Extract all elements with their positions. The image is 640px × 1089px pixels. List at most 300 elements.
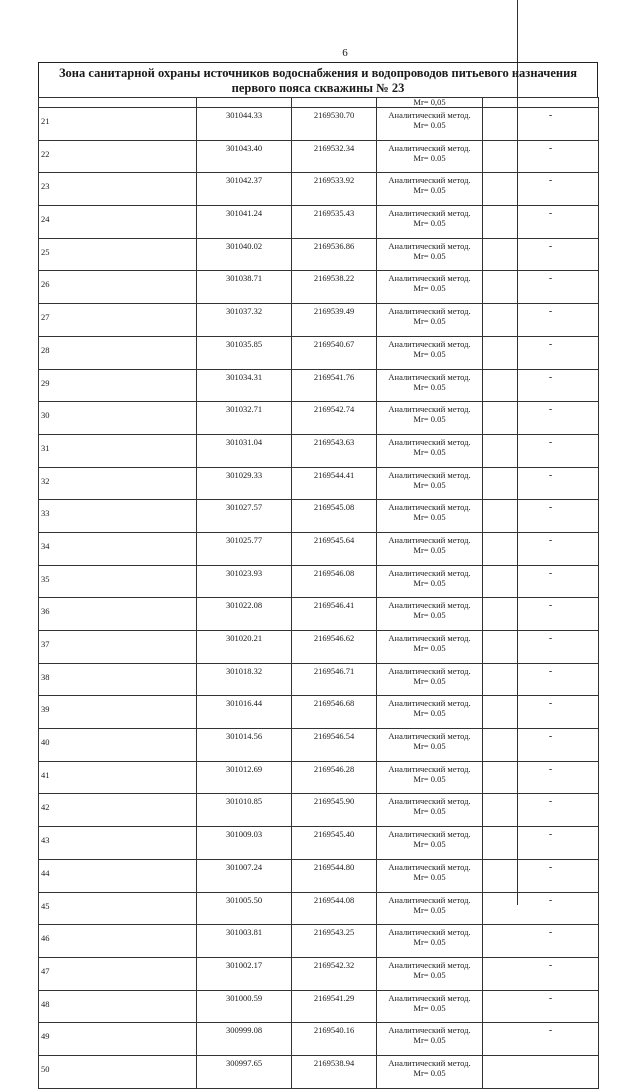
table-row [39, 108, 599, 141]
description-cell [483, 794, 599, 827]
table-row [39, 892, 599, 925]
x-coordinate-cell [197, 957, 292, 990]
method-text: Аналитический метод. [388, 927, 471, 938]
y-coordinate: 2169545.64 [313, 534, 355, 545]
method-cell [377, 565, 483, 598]
y-coordinate-cell [292, 761, 377, 794]
accuracy-text: Мr= 0.05 [413, 218, 446, 229]
accuracy-text: Мr= 0.05 [413, 1035, 446, 1046]
method-cell [377, 140, 483, 173]
method-text: Аналитический метод. [388, 829, 471, 840]
x-coordinate: 301029.33 [225, 469, 263, 480]
table-row [39, 532, 599, 565]
y-coordinate: 2169543.25 [313, 927, 355, 938]
dash-mark: - [548, 469, 553, 481]
cont-cell-dash [483, 98, 599, 108]
x-coordinate: 300997.65 [225, 1057, 263, 1068]
method-cell [377, 336, 483, 369]
point-number: 44 [39, 859, 197, 892]
dash-mark: - [548, 927, 553, 939]
point-number: 45 [39, 892, 197, 925]
description-cell [483, 696, 599, 729]
x-coordinate: 301040.02 [225, 240, 263, 251]
method-text: Аналитический метод. [388, 665, 471, 676]
y-coordinate-cell [292, 696, 377, 729]
method-text: Аналитический метод. [388, 371, 471, 382]
table-row [39, 1055, 599, 1088]
dash-mark: - [548, 894, 553, 906]
method-cell [377, 663, 483, 696]
y-coordinate: 2169546.54 [313, 731, 355, 742]
x-coordinate: 301016.44 [225, 698, 263, 709]
accuracy-text: Мr= 0.05 [413, 839, 446, 850]
y-coordinate-cell [292, 1055, 377, 1088]
y-coordinate: 2169546.71 [313, 665, 355, 676]
y-coordinate: 2169545.40 [313, 829, 355, 840]
x-coordinate: 301002.17 [225, 959, 263, 970]
method-text: Аналитический метод. [388, 861, 471, 872]
accuracy-text: Мr= 0.05 [413, 185, 446, 196]
x-coordinate: 301020.21 [225, 633, 263, 643]
description-cell [483, 761, 599, 794]
x-coordinate: 301000.59 [225, 992, 263, 1003]
table-row [39, 925, 599, 958]
y-coordinate: 2169533.92 [313, 175, 355, 186]
cont-cell-x [197, 98, 292, 108]
y-coordinate: 2169541.76 [313, 371, 355, 382]
dash-mark: - [548, 796, 553, 808]
y-coordinate: 2169545.08 [313, 502, 355, 513]
x-coordinate-cell [197, 565, 292, 598]
table-row [39, 729, 599, 762]
y-coordinate: 2169535.43 [313, 208, 355, 219]
point-number: 25 [39, 238, 197, 271]
description-cell [483, 108, 599, 141]
method-cell [377, 598, 483, 631]
table-row [39, 140, 599, 173]
x-coordinate-cell [197, 663, 292, 696]
x-coordinate: 301044.33 [225, 110, 263, 120]
title-line-2: первого пояса скважины № 23 [231, 81, 405, 95]
x-coordinate: 301031.04 [225, 436, 263, 447]
point-number: 36 [39, 598, 197, 631]
method-cell [377, 827, 483, 860]
table-row [39, 434, 599, 467]
method-text: Аналитический метод. [388, 894, 471, 905]
method-cell [377, 1055, 483, 1088]
accuracy-text: Мr= 0.05 [413, 937, 446, 948]
point-number: 40 [39, 729, 197, 762]
accuracy-text: Мr= 0.05 [413, 512, 446, 523]
method-cell [377, 859, 483, 892]
x-coordinate: 301027.57 [225, 502, 263, 513]
y-coordinate: 2169541.29 [313, 992, 355, 1003]
x-coordinate: 301018.32 [225, 665, 263, 676]
y-coordinate-cell [292, 598, 377, 631]
dash-mark: - [548, 371, 553, 383]
dash-mark: - [548, 959, 553, 971]
x-coordinate: 301014.56 [225, 731, 263, 742]
table-row [39, 238, 599, 271]
accuracy-text: Мr= 0.05 [413, 871, 446, 882]
accuracy-text: Мr= 0.05 [413, 152, 446, 163]
dash-mark: - [548, 567, 553, 579]
method-cell [377, 892, 483, 925]
x-coordinate: 301034.31 [225, 371, 263, 382]
y-coordinate-cell [292, 402, 377, 435]
method-text: Аналитический метод. [388, 633, 471, 643]
method-text: Аналитический метод. [388, 534, 471, 545]
x-coordinate: 301042.37 [225, 175, 263, 186]
y-coordinate-cell [292, 663, 377, 696]
method-text: Аналитический метод. [388, 567, 471, 578]
point-number: 32 [39, 467, 197, 500]
table-row [39, 304, 599, 337]
dash-mark [483, 1056, 598, 1059]
y-coordinate: 2169539.49 [313, 306, 355, 317]
y-coordinate: 2169542.74 [313, 404, 355, 415]
method-text: Аналитический метод. [388, 175, 471, 186]
dash-mark: - [548, 175, 553, 187]
table-row [39, 271, 599, 304]
y-coordinate-cell [292, 794, 377, 827]
description-cell [483, 500, 599, 533]
method-text: Аналитический метод. [388, 698, 471, 709]
x-coordinate: 301038.71 [225, 273, 263, 284]
description-cell [483, 140, 599, 173]
x-coordinate-cell [197, 238, 292, 271]
description-cell [483, 238, 599, 271]
accuracy-text: Мr= 0.05 [413, 120, 446, 130]
point-number: 49 [39, 1023, 197, 1056]
table-row [39, 173, 599, 206]
description-cell [483, 271, 599, 304]
y-coordinate-cell [292, 892, 377, 925]
x-coordinate-cell [197, 925, 292, 958]
x-coordinate: 301041.24 [225, 208, 263, 219]
point-number: 46 [39, 925, 197, 958]
y-coordinate: 2169544.80 [313, 861, 355, 872]
point-number: 29 [39, 369, 197, 402]
method-text: Аналитический метод. [388, 110, 471, 120]
y-coordinate-cell [292, 729, 377, 762]
x-coordinate: 301037.32 [225, 306, 263, 317]
point-number: 28 [39, 336, 197, 369]
method-text: Аналитический метод. [388, 306, 471, 317]
table-row [39, 598, 599, 631]
x-coordinate-cell [197, 206, 292, 239]
table-row [39, 500, 599, 533]
table-row [39, 336, 599, 369]
point-number: 43 [39, 827, 197, 860]
point-number: 27 [39, 304, 197, 337]
method-text: Аналитический метод. [388, 240, 471, 251]
continuation-row [39, 98, 599, 108]
accuracy-text: Мr= 0.05 [413, 643, 446, 653]
y-coordinate: 2169545.90 [313, 796, 355, 807]
y-coordinate: 2169540.16 [313, 1025, 355, 1036]
y-coordinate-cell [292, 173, 377, 206]
point-number: 31 [39, 434, 197, 467]
accuracy-text: Мr= 0.05 [413, 479, 446, 490]
x-coordinate: 301007.24 [225, 861, 263, 872]
table-row [39, 827, 599, 860]
accuracy-text: Мr= 0.05 [413, 1067, 446, 1078]
description-cell [483, 304, 599, 337]
method-text: Аналитический метод. [388, 992, 471, 1003]
description-cell [483, 1055, 599, 1088]
table-row [39, 206, 599, 239]
x-coordinate: 301022.08 [225, 600, 263, 611]
table-row [39, 957, 599, 990]
x-coordinate-cell [197, 990, 292, 1023]
x-coordinate: 301035.85 [225, 338, 263, 349]
accuracy-text: Мr= 0.05 [413, 675, 446, 686]
x-coordinate-cell [197, 304, 292, 337]
x-coordinate-cell [197, 434, 292, 467]
x-coordinate-cell [197, 794, 292, 827]
description-cell [483, 957, 599, 990]
cont-cell-num [39, 98, 197, 108]
x-coordinate-cell [197, 1055, 292, 1088]
point-number: 22 [39, 140, 197, 173]
y-coordinate-cell [292, 467, 377, 500]
x-coordinate-cell [197, 761, 292, 794]
point-number: 33 [39, 500, 197, 533]
description-cell [483, 631, 599, 664]
y-coordinate-cell [292, 565, 377, 598]
table-row [39, 565, 599, 598]
description-cell [483, 402, 599, 435]
accuracy-text: Мr= 0.05 [413, 741, 446, 752]
table-row [39, 663, 599, 696]
point-number: 24 [39, 206, 197, 239]
dash-mark: - [548, 306, 553, 318]
method-text: Аналитический метод. [388, 731, 471, 742]
table-row [39, 990, 599, 1023]
y-coordinate-cell [292, 827, 377, 860]
x-coordinate-cell [197, 108, 292, 141]
dash-mark: - [548, 1025, 553, 1037]
y-coordinate: 2169546.62 [313, 633, 355, 643]
method-text: Аналитический метод. [388, 763, 471, 774]
accuracy-text: Мr= 0.05 [413, 348, 446, 359]
x-coordinate-cell [197, 271, 292, 304]
page-number: 6 [342, 47, 348, 59]
method-cell [377, 271, 483, 304]
method-cell [377, 108, 483, 141]
dash-mark: - [548, 273, 553, 285]
method-cell [377, 206, 483, 239]
y-coordinate: 2169543.63 [313, 436, 355, 447]
y-coordinate-cell [292, 140, 377, 173]
y-coordinate: 2169538.22 [313, 273, 355, 284]
dash-mark: - [548, 829, 553, 841]
point-number: 48 [39, 990, 197, 1023]
point-number: 38 [39, 663, 197, 696]
x-coordinate: 301025.77 [225, 534, 263, 545]
method-cell [377, 402, 483, 435]
x-coordinate: 300999.08 [225, 1025, 263, 1036]
y-coordinate-cell [292, 271, 377, 304]
x-coordinate-cell [197, 336, 292, 369]
method-cell [377, 434, 483, 467]
y-coordinate: 2169530.70 [313, 110, 355, 120]
table-row [39, 1023, 599, 1056]
method-cell [377, 500, 483, 533]
point-number: 30 [39, 402, 197, 435]
y-coordinate-cell [292, 532, 377, 565]
y-coordinate: 2169536.86 [313, 240, 355, 251]
x-coordinate-cell [197, 859, 292, 892]
accuracy-text: Мr= 0.05 [413, 381, 446, 392]
dash-mark: - [548, 861, 553, 873]
point-number: 39 [39, 696, 197, 729]
y-coordinate: 2169544.08 [313, 894, 355, 905]
dash-mark: - [548, 142, 553, 154]
accuracy-text: Мr= 0.05 [413, 577, 446, 588]
accuracy-text: Мr= 0.05 [413, 610, 446, 621]
method-cell [377, 761, 483, 794]
point-number: 26 [39, 271, 197, 304]
title-line-1: Зона санитарной охраны источников водоснабжения и водопроводов питьевого назначения [58, 66, 578, 80]
x-coordinate: 301032.71 [225, 404, 263, 415]
method-cell [377, 794, 483, 827]
table-body [39, 98, 599, 1089]
description-cell [483, 598, 599, 631]
method-cell [377, 729, 483, 762]
description-cell [483, 859, 599, 892]
accuracy-text: Мr= 0.05 [413, 250, 446, 261]
dash-mark: - [548, 633, 553, 644]
y-coordinate-cell [292, 500, 377, 533]
x-coordinate-cell [197, 598, 292, 631]
method-text: Аналитический метод. [388, 469, 471, 480]
description-cell [483, 565, 599, 598]
accuracy-text: Мr= 0.05 [413, 316, 446, 327]
method-text: Аналитический метод. [388, 1025, 471, 1036]
description-cell [483, 467, 599, 500]
x-coordinate: 301010.85 [225, 796, 263, 807]
dash-mark: - [548, 110, 553, 121]
dash-mark: - [548, 665, 553, 677]
point-number: 35 [39, 565, 197, 598]
y-coordinate: 2169544.41 [313, 469, 355, 480]
method-text: Аналитический метод. [388, 502, 471, 513]
method-cell [377, 238, 483, 271]
dash-mark: - [548, 731, 553, 743]
method-text: Аналитический метод. [388, 436, 471, 447]
method-text: Аналитический метод. [388, 1057, 471, 1068]
description-cell [483, 990, 599, 1023]
y-coordinate: 2169538.94 [313, 1057, 355, 1068]
description-cell [483, 1023, 599, 1056]
x-coordinate-cell [197, 696, 292, 729]
x-coordinate-cell [197, 532, 292, 565]
x-coordinate-cell [197, 402, 292, 435]
y-coordinate: 2169540.67 [313, 338, 355, 349]
x-coordinate-cell [197, 173, 292, 206]
accuracy-text: Мr= 0.05 [413, 969, 446, 980]
method-text: Аналитический метод. [388, 338, 471, 349]
method-cell [377, 369, 483, 402]
accuracy-text: Мr= 0.05 [413, 544, 446, 555]
dash-mark: - [548, 338, 553, 350]
method-cell [377, 696, 483, 729]
method-text: Аналитический метод. [388, 208, 471, 219]
y-coordinate-cell [292, 336, 377, 369]
accuracy-text: Мr= 0.05 [413, 806, 446, 817]
x-coordinate-cell [197, 631, 292, 664]
y-coordinate-cell [292, 957, 377, 990]
description-cell [483, 336, 599, 369]
table-title [38, 62, 598, 97]
accuracy-text: Мr= 0.05 [413, 773, 446, 784]
point-number: 21 [39, 108, 197, 141]
x-coordinate-cell [197, 369, 292, 402]
x-coordinate-cell [197, 1023, 292, 1056]
x-coordinate: 301043.40 [225, 142, 263, 153]
y-coordinate-cell [292, 304, 377, 337]
y-coordinate: 2169546.08 [313, 567, 355, 578]
x-coordinate-cell [197, 500, 292, 533]
y-coordinate: 2169546.68 [313, 698, 355, 709]
x-coordinate: 301005.50 [225, 894, 263, 905]
document-body [38, 62, 598, 1089]
description-cell [483, 663, 599, 696]
method-text: Аналитический метод. [388, 142, 471, 153]
method-text: Аналитический метод. [388, 796, 471, 807]
point-number: 34 [39, 532, 197, 565]
dash-mark: - [548, 436, 553, 448]
x-coordinate-cell [197, 827, 292, 860]
method-text: Аналитический метод. [388, 959, 471, 970]
x-coordinate-cell [197, 729, 292, 762]
x-coordinate: 301023.93 [225, 567, 263, 578]
method-cell [377, 957, 483, 990]
description-cell [483, 925, 599, 958]
table-row [39, 631, 599, 664]
method-text: Аналитический метод. [388, 404, 471, 415]
y-coordinate-cell [292, 1023, 377, 1056]
method-cell [377, 304, 483, 337]
description-cell [483, 532, 599, 565]
x-coordinate: 301009.03 [225, 829, 263, 840]
description-cell [483, 369, 599, 402]
table-row [39, 859, 599, 892]
dash-mark: - [548, 534, 553, 546]
coordinates-table [38, 97, 599, 1089]
y-coordinate-cell [292, 631, 377, 664]
table-row [39, 794, 599, 827]
table-row [39, 467, 599, 500]
y-coordinate: 2169546.41 [313, 600, 355, 611]
method-cell [377, 173, 483, 206]
point-number: 50 [39, 1055, 197, 1088]
description-cell [483, 729, 599, 762]
method-cell [377, 1023, 483, 1056]
accuracy-text: Мr= 0.05 [413, 1002, 446, 1013]
dash-mark: - [548, 698, 553, 710]
y-coordinate-cell [292, 859, 377, 892]
dash-mark: - [548, 763, 553, 775]
accuracy-text: Мr= 0.05 [413, 414, 446, 425]
description-cell [483, 892, 599, 925]
y-coordinate-cell [292, 434, 377, 467]
method-text: Аналитический метод. [388, 600, 471, 611]
dash-mark: - [548, 992, 553, 1004]
y-coordinate-cell [292, 990, 377, 1023]
